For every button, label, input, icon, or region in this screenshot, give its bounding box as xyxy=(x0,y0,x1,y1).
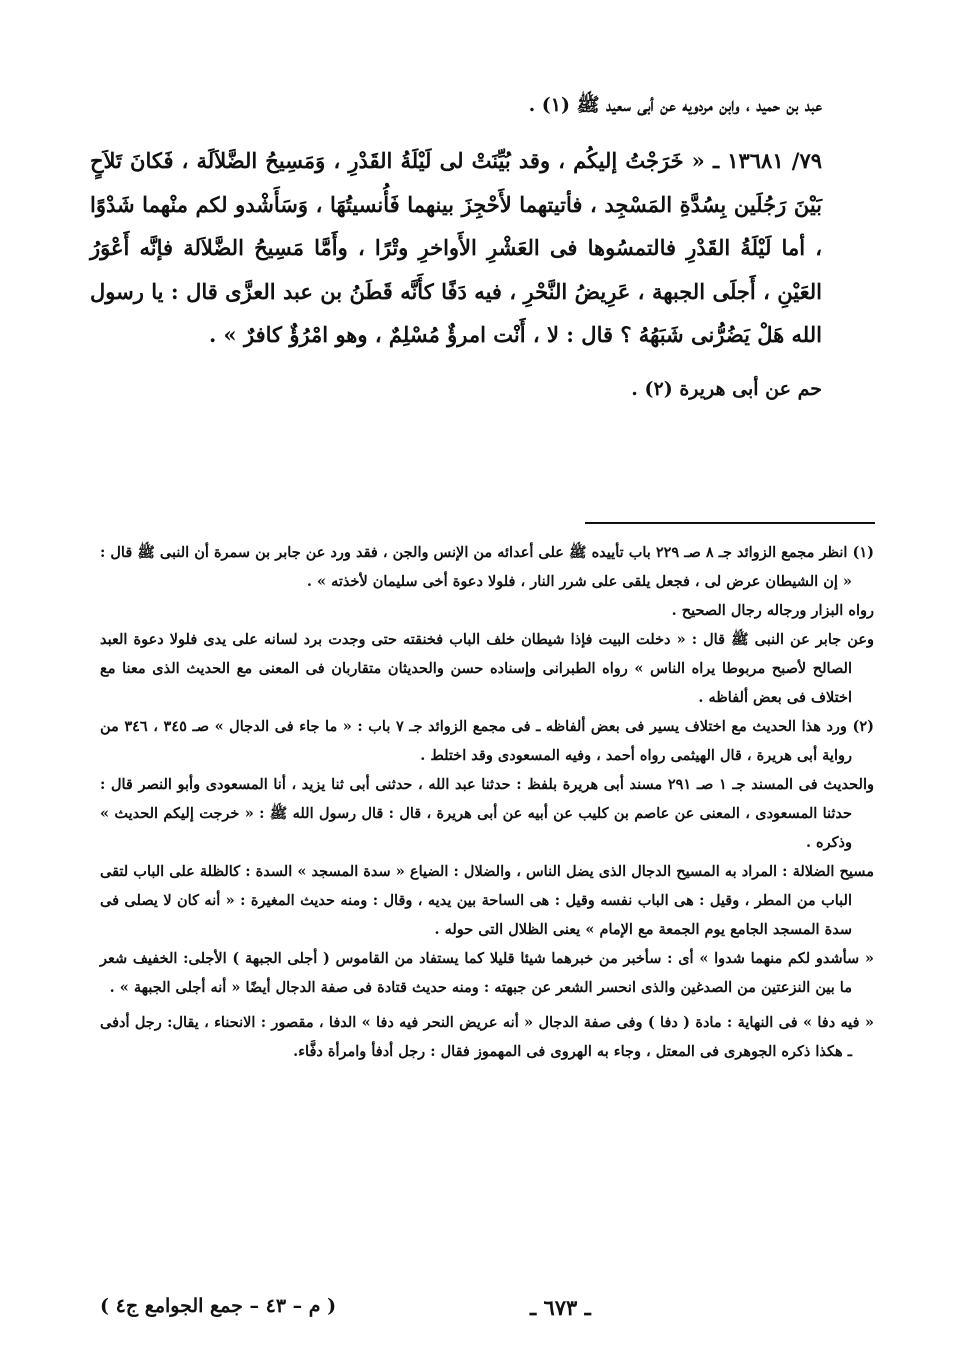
signature-mark: ( م – ٤٣ – جمع الجوامع ج٤ ) xyxy=(100,1295,337,1317)
footnote-paragraph: والحديث فى المسند جـ ١ صـ ٢٩١ مسند أبى هريرة بلفظ : حدثنا عبد الله ، حدثنى أبى ثنا يزيد ، أنا المسعودى وأبو النصر قال : حدثنا المسعودى ، المعنى عن عاصم بن كليب عن أبيه عن أبى هريرة ، قال : قال رسول الله ﷺ : « خرجت إليكم الحديث » وذكره . xyxy=(100,776,874,851)
footnote-paragraph: مسيح الضلالة : المراد به المسيح الدجال الذى يضل الناس ، والضلال : الضياع « سدة المسجد » السدة : كالظلة على الباب لتقى الباب من المطر ، وقيل : هى الباب نفسه وقيل : هى الساحة بين يديه ، وقال : ومنه حديث المغيرة : « أنه كان لا يصلى فى سدة المسجد الجامع يوم الجمعة مع الإمام » يعنى الظلال التى حوله . xyxy=(100,863,874,938)
hadith-text: ٧٩/ ١٣٦٨١ ـ « خَرَجْتُ إليكُم ، وقد بُيِّنَتْ لى لَيْلَةُ القَدْرِ ، وَمَسِيحُ الضَّلاَلَة ، فَكانَ تَلاَحٍ بَيْنَ رَجُلَين بِسُدَّةِ المَسْجِد ، فأتيتهما لأَحْجِزَ بينهما فَأُنسيتُهَا ، وَسَأَشْدو لكم منْهما شَدْوًا ، أما لَيْلَةُ القَدْرِ فالتمسُوها فى العَشْرِ الأَواخرِ وتْرًا ، وأَمَّا مَسِيحُ الضَّلاَلة فإنَّه أَعْوَرُ العَيْنِ ، أَجلَى الجبهة ، عَرِيضُ النَّحْرِ ، فيه دَفًا كأَنَّه قَطَنُ بن عبد العزَّى قال : يا رسول الله هَلْ يَضُرُّنى شَبَهُهُ ؟ قال : لا ، أَنْت امرؤٌ مُسْلِمٌ ، وهو امْرُؤٌ كافرٌ » . xyxy=(90,148,822,347)
page-footer xyxy=(100,1295,862,1335)
main-text xyxy=(90,85,822,409)
footnote-2: (٢) ورد هذا الحديث مع اختلاف يسير فى بعض ألفاظه ـ فى مجمع الزوائد جـ ٧ باب : « ما جاء فى الدجال » صـ ٣٤٥ ، ٣٤٦ من رواية أبى هريرة ، قال الهيثمى رواه أحمد ، وفيه المسعودى وقد اختلط . xyxy=(100,718,875,764)
footnote-paragraph: رواه البزار ورجاله رجال الصحيح . xyxy=(671,602,874,619)
footnote-paragraph: وعن جابر عن النبى ﷺ قال : « دخلت البيت فإذا شيطان خلف الباب فخنقته حتى وجدت برد لسانه على يدى فلولا دعوة العبد الصالح لأصبح مربوطا يراه الناس » رواه الطبرانى وإسناده حسن والحديثان متقاربان فى المعنى مع الحديث الذى معنا مع اختلاف فى بعض ألفاظه . xyxy=(100,631,874,706)
source-line: حم عن أبى هريرة (٢) . xyxy=(631,377,822,400)
footnote-divider xyxy=(585,522,875,524)
source-line: عبد بن حميد ، وابن مردويه عن أبى سعيد ﷺ (١) . xyxy=(528,94,822,116)
footnote-paragraph: « فيه دفا » فى النهاية : مادة ( دفا ) وفى صفة الدجال « أنه عريض النحر فيه دفا » الدفا ، مقصور : الانحناء ، يقال: رجل أدفى ـ هكذا ذكره الجوهرى فى المعتل ، وجاء به الهروى فى المهموز فقال : رجل أدفأ وامرأة دفَّاء. xyxy=(100,1014,874,1060)
footnote-1: (١) انظر مجمع الزوائد جـ ٨ صـ ٢٢٩ باب تأييده ﷺ على أعدائه من الإنس والجن ، فقد ورد عن جابر بن سمرة أن النبى ﷺ قال : « إن الشيطان عرض لى ، فجعل يلقى على شرر النار ، فلولا دعوة أخى سليمان لأخذته » . xyxy=(100,544,875,590)
footnote-paragraph: « سأشدو لكم منهما شدوا » أى : سأخبر من خبرهما شيئا قليلا كما يستفاد من القاموس ( أجلى الجبهة ) الأجلى: الخفيف شعر ما بين النزعتين من الصدغين والذى انحسر الشعر عن جبهته : ومنه حديث قتادة فى صفة الدجال أيضًا « أنه أجلى الجبهة » . xyxy=(100,950,874,996)
page-number: ـ ٦٧٣ ـ xyxy=(530,1295,591,1320)
footnotes xyxy=(100,538,874,1066)
